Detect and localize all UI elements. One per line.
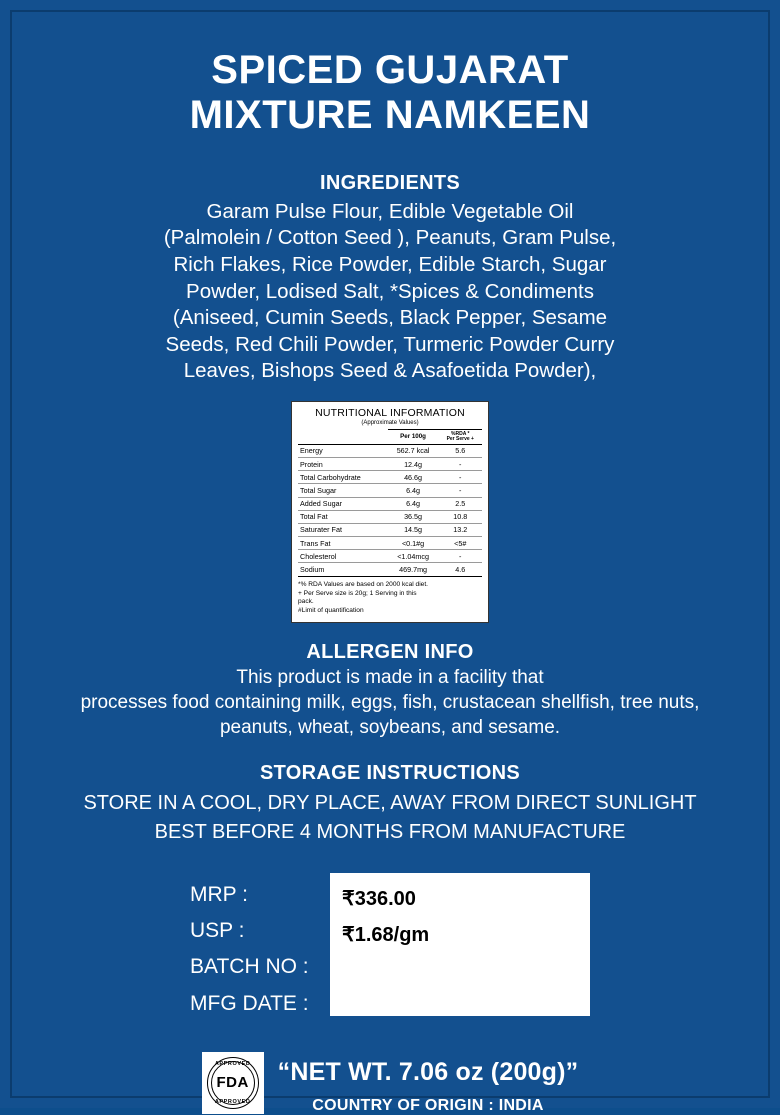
ingredients-line: Rich Flakes, Rice Powder, Edible Starch, Sugar <box>173 252 607 276</box>
table-row <box>298 550 482 563</box>
nutrient-rda: - <box>439 550 482 563</box>
pricing-labels <box>190 873 330 1021</box>
usp-label: USP : <box>190 919 245 943</box>
product-title <box>18 0 762 138</box>
table-row <box>298 497 482 510</box>
table-row <box>298 484 482 497</box>
nutrition-col-rda <box>439 430 482 445</box>
storage-line: STORE IN A COOL, DRY PLACE, AWAY FROM DIRECT SUNLIGHT <box>83 792 697 815</box>
table-row <box>298 457 482 470</box>
nutrient-name: Added Sugar <box>298 497 388 510</box>
nutrient-per100g: 14.5g <box>388 523 439 536</box>
storage-text <box>18 789 762 847</box>
mfg-date-value[interactable] <box>342 989 578 1025</box>
pricing-values-panel <box>330 873 590 1016</box>
nutrient-per100g: 6.4g <box>388 497 439 510</box>
nutrient-name: Saturater Fat <box>298 523 388 536</box>
table-row <box>298 563 482 576</box>
net-weight: “NET WT. 7.06 oz (200g)” <box>277 1057 579 1086</box>
nutrition-title: NUTRITIONAL INFORMATION <box>315 407 465 420</box>
badge-bottom-text: APPROVED <box>214 1098 251 1105</box>
ingredients-line: (Aniseed, Cumin Seeds, Black Pepper, Sesame <box>172 306 608 330</box>
table-row <box>298 444 482 457</box>
product-title-line2: MIXTURE NAMKEEN <box>189 92 591 137</box>
nutrient-per100g: 36.5g <box>388 510 439 523</box>
nutrient-per100g: <0.1#g <box>388 537 439 550</box>
pricing-block <box>18 873 762 1021</box>
mrp-value: ₹336.00 <box>342 888 416 911</box>
nutrient-per100g: 6.4g <box>388 484 439 497</box>
allergen-line: peanuts, wheat, soybeans, and sesame. <box>219 716 561 738</box>
nutrition-subtitle: (Approximate Values) <box>361 420 419 427</box>
allergen-line: This product is made in a facility that <box>236 667 544 689</box>
allergen-heading: ALLERGEN INFO <box>306 641 474 664</box>
nutrition-col-rda-line2: Per Serve + <box>446 435 474 442</box>
table-row <box>298 523 482 536</box>
batch-no-label: BATCH NO : <box>190 955 309 979</box>
nutrient-name: Total Carbohydrate <box>298 471 388 484</box>
nutrition-table-header-row <box>298 430 482 445</box>
nutrient-per100g: 12.4g <box>388 457 439 470</box>
nutrient-name: Trans Fat <box>298 537 388 550</box>
nutrition-note: #Limit of quantification <box>298 607 364 615</box>
nutrient-per100g: 46.6g <box>388 471 439 484</box>
country-of-origin: COUNTRY OF ORIGIN : INDIA <box>312 1096 544 1114</box>
table-row <box>298 510 482 523</box>
mrp-label: MRP : <box>190 883 248 907</box>
nutrient-rda: - <box>439 471 482 484</box>
ingredients-line: Leaves, Bishops Seed & Asafoetida Powder), <box>183 359 597 383</box>
usp-value: ₹1.68/gm <box>342 924 430 947</box>
nutrient-per100g: 562.7 kcal <box>388 444 439 457</box>
ingredients-line: Garam Pulse Flour, Edible Vegetable Oil <box>206 199 574 223</box>
nutrient-name: Sodium <box>298 563 388 576</box>
nutrition-table <box>298 429 482 577</box>
nutrient-rda: - <box>439 484 482 497</box>
ingredients-heading: INGREDIENTS <box>320 171 460 194</box>
mfg-date-label: MFG DATE : <box>190 991 309 1015</box>
allergen-text <box>18 666 762 740</box>
batch-no-value[interactable] <box>342 953 578 989</box>
nutrient-rda: 4.6 <box>439 563 482 576</box>
product-title-line1: SPICED GUJARAT <box>211 48 569 92</box>
allergen-line: processes food containing milk, eggs, fish, crustacean shellfish, tree nuts, <box>80 691 700 713</box>
nutrition-col-rda-line1: %RDA * <box>451 430 470 437</box>
nutrition-col-per-100g: Per 100g <box>388 430 439 445</box>
nutrition-note: *% RDA Values are based on 2000 kcal diet. <box>298 580 429 588</box>
nutrition-note: + Per Serve size is 20g; 1 Serving in this <box>298 589 417 597</box>
nutrient-rda: 13.2 <box>439 523 482 536</box>
nutrition-panel <box>291 401 489 623</box>
nutrient-name: Total Sugar <box>298 484 388 497</box>
ingredients-text <box>18 199 762 385</box>
nutrition-notes <box>298 581 482 617</box>
badge-center-text: FDA <box>216 1073 249 1091</box>
ingredients-line: (Palmolein / Cotton Seed ), Peanuts, Gram Pulse, <box>163 226 617 250</box>
table-row <box>298 471 482 484</box>
nutrient-name: Cholesterol <box>298 550 388 563</box>
table-row <box>298 537 482 550</box>
nutrient-name: Energy <box>298 444 388 457</box>
nutrient-name: Protein <box>298 457 388 470</box>
storage-line: BEST BEFORE 4 MONTHS FROM MANUFACTURE <box>154 821 626 844</box>
nutrient-per100g: 469.7mg <box>388 563 439 576</box>
ingredients-line: Powder, Lodised Salt, *Spices & Condiments <box>186 279 594 303</box>
fda-approved-icon <box>202 1052 264 1114</box>
badge-top-text: APPROVED <box>214 1060 251 1067</box>
nutrition-panel-wrapper <box>18 401 762 623</box>
nutrient-rda: - <box>439 457 482 470</box>
nutrient-name: Total Fat <box>298 510 388 523</box>
storage-heading: STORAGE INSTRUCTIONS <box>259 762 521 785</box>
nutrition-col-nutrient <box>298 430 388 445</box>
nutrient-rda: 5.6 <box>439 444 482 457</box>
nutrient-rda: 2.5 <box>439 497 482 510</box>
nutrient-per100g: <1.04mcg <box>388 550 439 563</box>
ingredients-line: Seeds, Red Chili Powder, Turmeric Powder Curry <box>165 332 615 356</box>
nutrient-rda: <5# <box>439 537 482 550</box>
pricing-inner <box>190 873 590 1021</box>
footer <box>18 1052 762 1115</box>
nutrition-note: pack. <box>298 598 314 606</box>
footer-text <box>278 1052 579 1115</box>
nutrient-rda: 10.8 <box>439 510 482 523</box>
